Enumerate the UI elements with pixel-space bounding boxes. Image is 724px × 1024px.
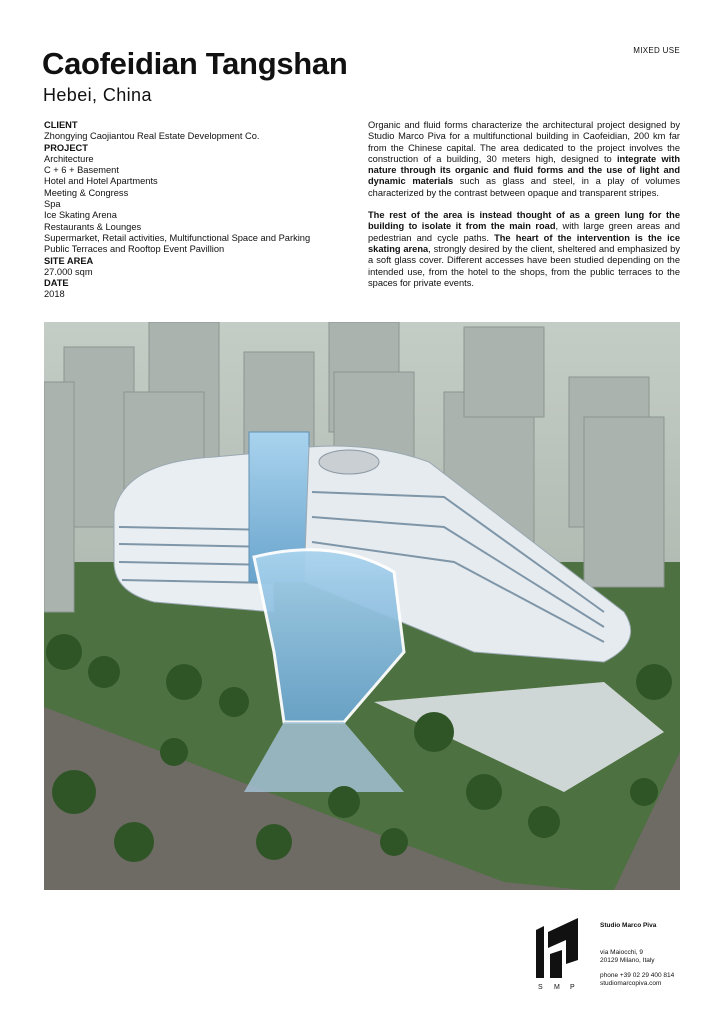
studio-logo-icon — [536, 918, 578, 978]
helipad — [319, 450, 379, 474]
text-run-bold: The rest of the area is instead thought of as a green lung for the building to isolate it from the main road — [368, 210, 680, 232]
architectural-render — [44, 322, 680, 890]
website-link[interactable]: studiomarcopiva.com — [600, 980, 662, 987]
project-item: Spa — [44, 199, 61, 210]
project-label: PROJECT — [44, 142, 88, 153]
date-value: 2018 — [44, 289, 65, 300]
site-area-value: 27.000 sqm — [44, 266, 93, 277]
address-line: via Maiocchi, 9 — [600, 948, 643, 956]
text-run: such as glass and steel, in a play of volumes characterized by the contrast between opaque and transparent stripes. — [368, 176, 680, 198]
text-run-bold: The heart of the intervention is the ice skating arena — [368, 232, 680, 254]
project-item: Restaurants & Lounges — [44, 221, 142, 232]
project-item: Ice Skating Arena — [44, 210, 117, 221]
text-run: , strongly desired by the client, sheltered and emphasized by a soft glass cover. Different accesses have been studied depending on the intended use, from the hotel to the shops, from the public terraces to the spaces for private events. — [368, 243, 680, 288]
project-item: Hotel and Hotel Apartments — [44, 176, 158, 187]
project-description — [368, 120, 680, 300]
project-item: Supermarket, Retail activities, Multifunctional Space and Parking — [44, 232, 311, 243]
logo-letter: P — [570, 984, 576, 991]
project-item: Meeting & Congress — [44, 187, 129, 198]
logo-letter: S — [538, 984, 544, 991]
project-item: Public Terraces and Rooftop Event Pavillion — [44, 244, 225, 255]
category-label: MIXED USE — [633, 46, 680, 55]
studio-name: Studio Marco Piva — [600, 922, 657, 929]
site-area-label: SITE AREA — [44, 255, 94, 266]
logo-letters — [538, 984, 586, 991]
client-label: CLIENT — [44, 120, 78, 130]
page-title: Caofeidian Tangshan — [42, 46, 348, 81]
project-item: C + 6 + Basement — [44, 165, 119, 176]
logo-letter: M — [554, 984, 561, 991]
date-label: DATE — [44, 278, 69, 289]
description-paragraph — [368, 210, 680, 289]
text-run: Organic and fluid forms characterize the architectural project designed by Studio Marco Piva for a multifunctional building in Caofeidian, 200 km far from the Chinese capital. The area dedicated to the project involves the construction of a building, 30 meters high, designed to — [368, 120, 680, 164]
client-value: Zhongying Caojiantou Real Estate Development Co. — [44, 131, 260, 142]
studio-contact — [600, 922, 674, 989]
description-paragraph — [368, 120, 680, 199]
project-item: Architecture — [44, 153, 94, 164]
project-info — [44, 120, 344, 301]
text-run-bold: integrate with nature through its organic and fluid forms and the use of light and dynamic materials — [368, 153, 680, 187]
address-line: 20129 Milano, Italy — [600, 957, 655, 964]
phone: phone +39 02 29 400 814 — [600, 971, 675, 979]
page-subtitle: Hebei, China — [43, 85, 152, 105]
text-run: , with large green areas and pedestrian and cycle paths. — [368, 221, 680, 243]
